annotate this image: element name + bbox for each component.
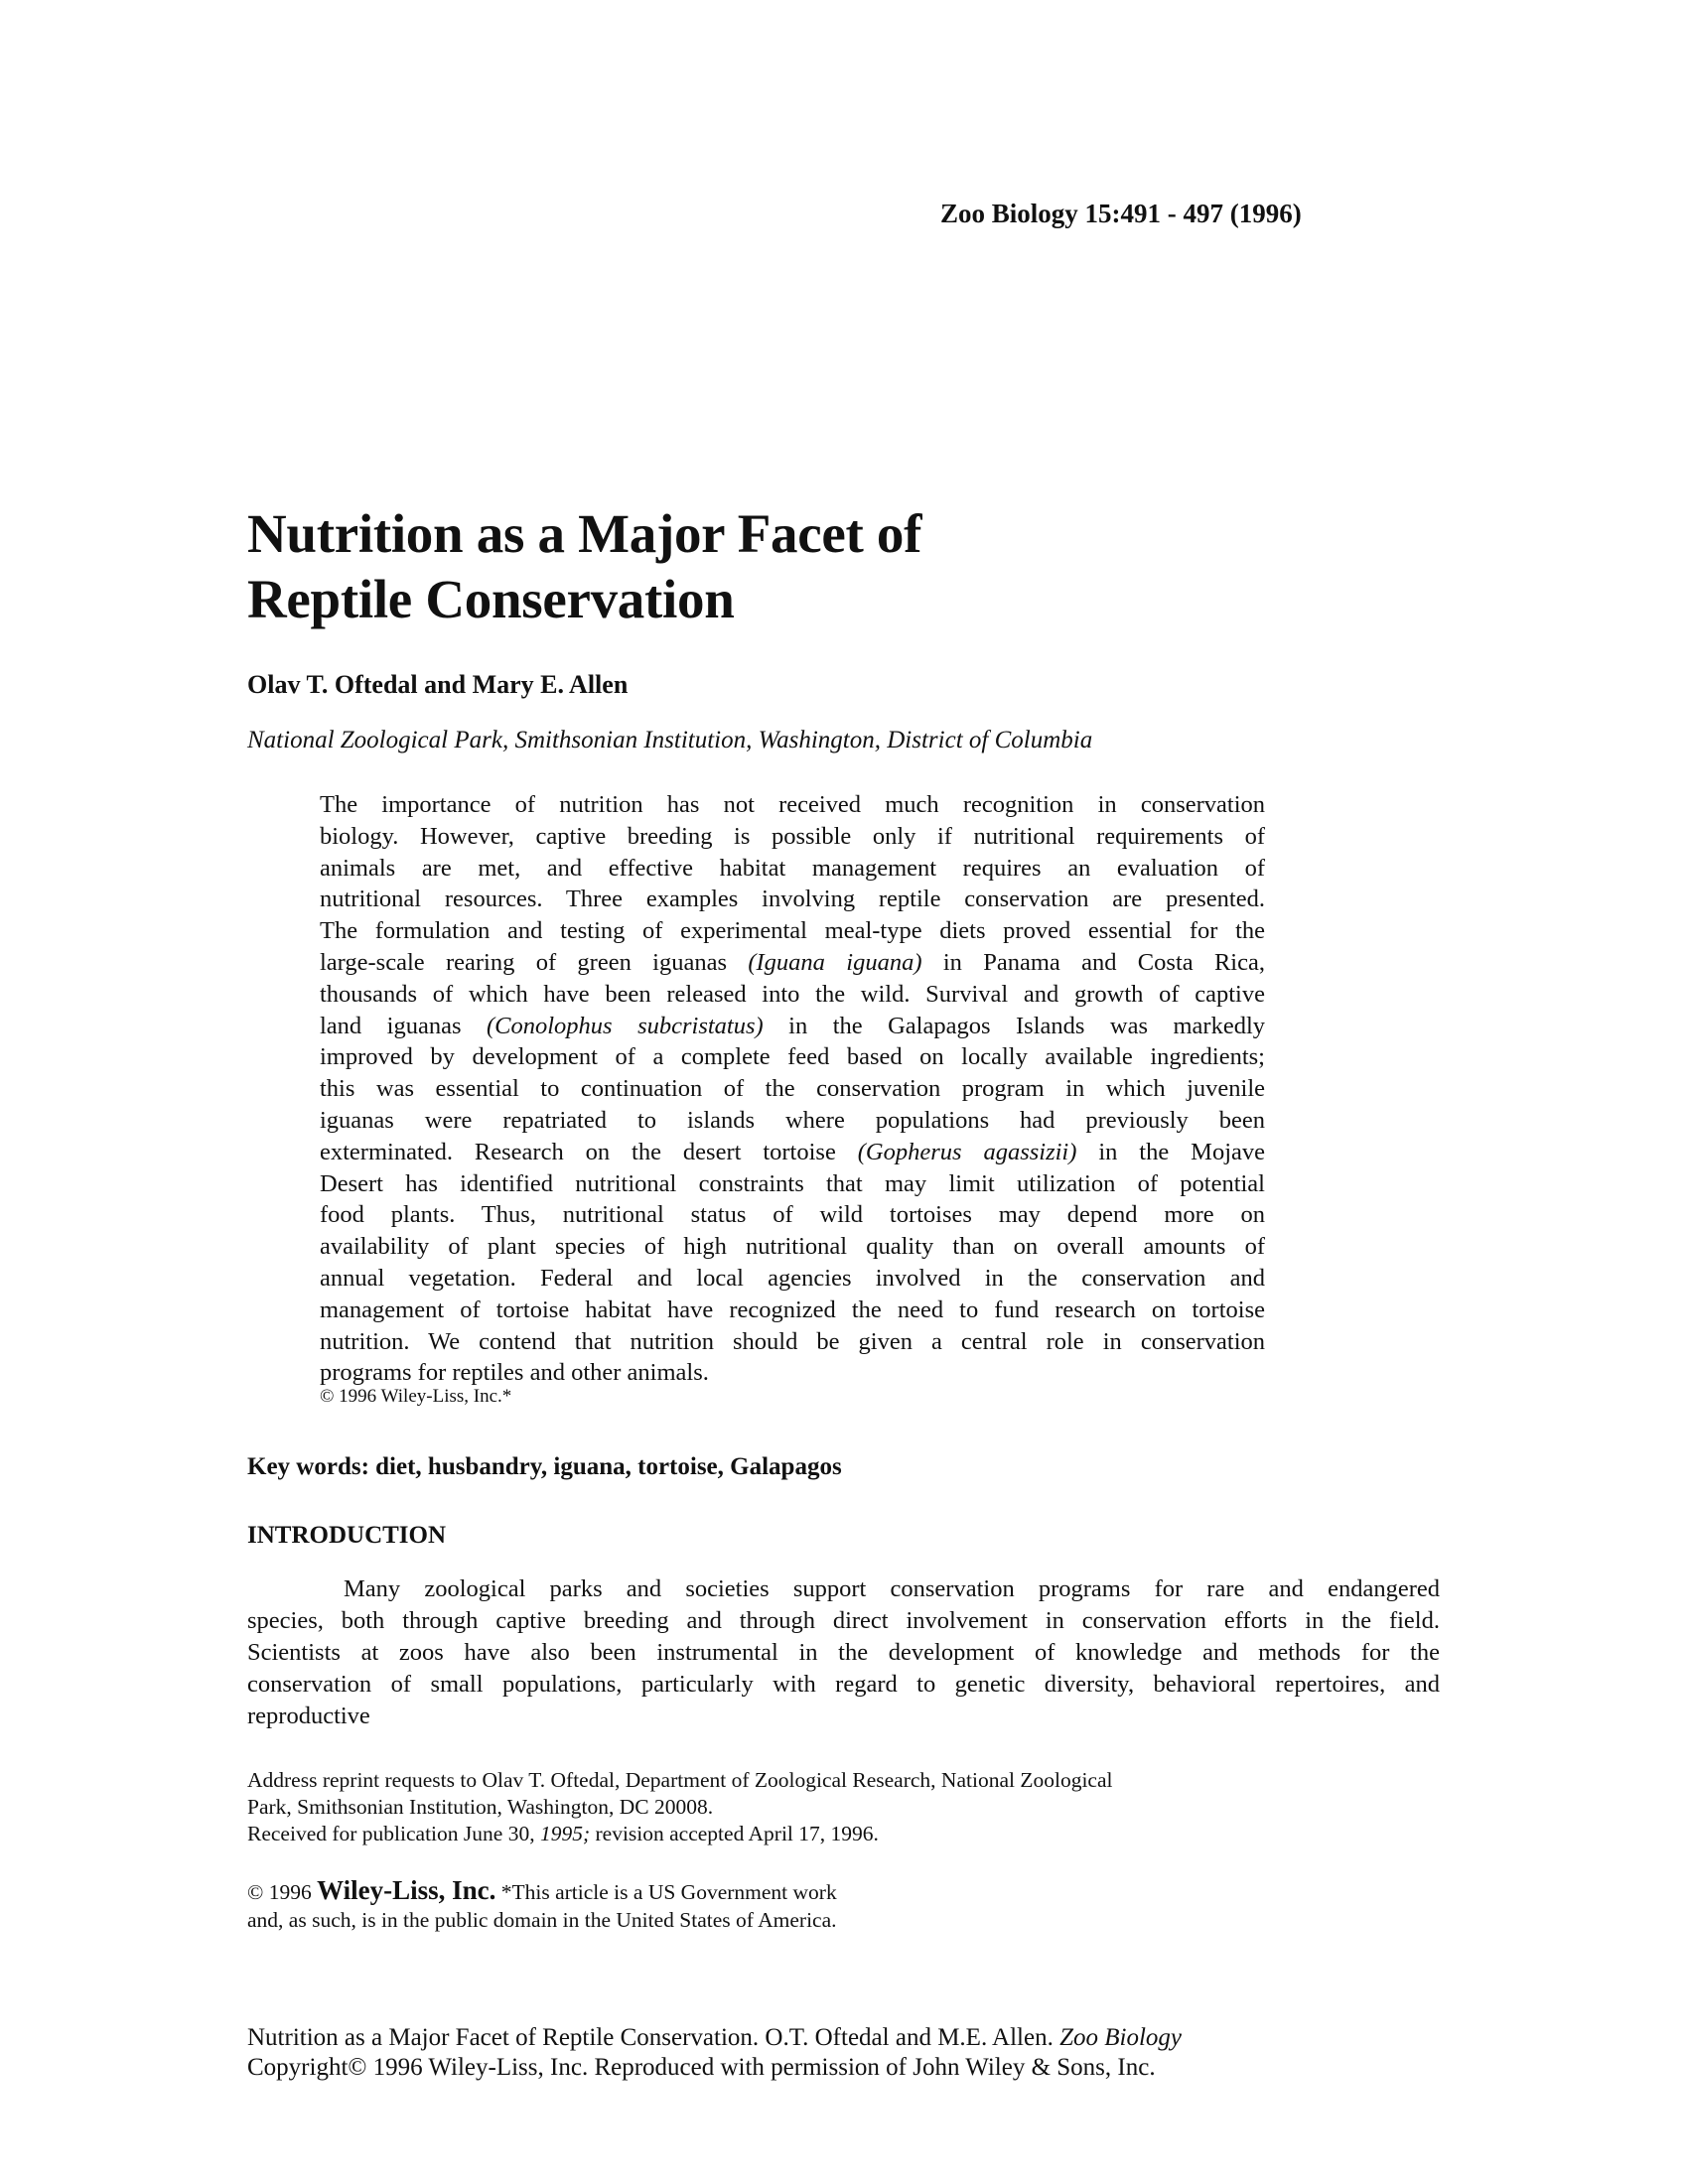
- abstract-line: [320, 821, 1265, 853]
- abstract-line: [320, 915, 1265, 947]
- footnote-address-line: Address reprint requests to Olav T. Oftedal, Department of Zoological Research, National Zoological: [247, 1768, 1113, 1792]
- citation-line-1: [247, 2023, 1182, 2053]
- abstract-text: availability of plant species of high nutritional quality than on overall amounts of: [320, 1233, 1265, 1261]
- abstract-line: [320, 853, 1265, 885]
- abstract-line: [320, 1073, 1265, 1105]
- intro-line: Many zoological parks and societies support conservation programs for rare and endangered: [344, 1575, 1440, 1602]
- journal-reference: Zoo Biology 15:491 - 497 (1996): [940, 199, 1302, 228]
- abstract-line: [320, 1105, 1265, 1137]
- abstract-line: [320, 1041, 1265, 1073]
- revision-text: revision accepted April 17, 1996.: [590, 1822, 879, 1845]
- keywords: Key words: diet, husbandry, iguana, tortoise, Galapagos: [247, 1453, 842, 1480]
- copyright-line-2: and, as such, is in the public domain in the United States of America.: [247, 1908, 837, 1932]
- government-work-note: *This article is a US Government work: [495, 1880, 837, 1904]
- abstract-text: iguanas were repatriated to islands where populations had previously been: [320, 1106, 1265, 1134]
- abstract-line: [320, 979, 1265, 1011]
- abstract-text: management of tortoise habitat have recognized the need to fund research on tortoise: [320, 1296, 1265, 1323]
- article-title-line-1: Nutrition as a Major Facet of: [247, 503, 922, 564]
- abstract-text: nutritional resources. Three examples involving reptile conservation are presented.: [320, 886, 1265, 913]
- abstract-text: The formulation and testing of experimental meal-type diets proved essential for the: [320, 917, 1265, 945]
- intro-line: reproductive: [247, 1703, 370, 1729]
- abstract-text: this was essential to continuation of the conservation program in which juvenile: [320, 1075, 1265, 1103]
- abstract-text: Desert has identified nutritional constraints that may limit utilization of potential: [320, 1169, 1265, 1197]
- article-title: [247, 501, 921, 632]
- authors: Olav T. Oftedal and Mary E. Allen: [247, 670, 629, 699]
- abstract-text: food plants. Thus, nutritional status of wild tortoises may depend more on: [320, 1201, 1265, 1229]
- abstract-line: [320, 1199, 1265, 1231]
- abstract-line: [320, 1326, 1265, 1358]
- article-title-line-2: Reptile Conservation: [247, 569, 735, 629]
- abstract-text: in the Galapagos Islands was markedly: [763, 1012, 1265, 1039]
- copyright-notice: [247, 1876, 837, 1934]
- affiliation: National Zoological Park, Smithsonian Institution, Washington, District of Columbia: [247, 727, 1093, 753]
- species-name: (Gopherus agassizii): [857, 1138, 1077, 1165]
- copyright-line-1: [247, 1876, 837, 1906]
- abstract-copyright: © 1996 Wiley-Liss, Inc.*: [320, 1386, 512, 1407]
- abstract-text: programs for reptiles and other animals.: [320, 1359, 709, 1387]
- citation-journal: Zoo Biology: [1059, 2024, 1183, 2051]
- abstract-text: large-scale rearing of green iguanas: [320, 948, 749, 976]
- abstract-line: [320, 1011, 1265, 1042]
- introduction-paragraph: [247, 1573, 1440, 1732]
- received-text: Received for publication June 30,: [247, 1822, 540, 1845]
- abstract-line: [320, 1168, 1265, 1200]
- abstract-line: [320, 1295, 1265, 1326]
- abstract-line: [320, 1357, 1265, 1389]
- species-name: (Conolophus subcristatus): [487, 1012, 764, 1039]
- abstract-text: nutrition. We contend that nutrition should be given a central role in conservation: [320, 1327, 1265, 1355]
- intro-line: Scientists at zoos have also been instrumental in the development of knowledge and methods for the: [247, 1639, 1440, 1666]
- abstract-line: [320, 947, 1265, 979]
- publisher-name: Wiley-Liss, Inc.: [317, 1875, 496, 1905]
- abstract-text: exterminated. Research on the desert tortoise: [320, 1138, 858, 1165]
- copyright-prefix: © 1996: [247, 1880, 318, 1904]
- abstract-text: improved by development of a complete feed based on locally available ingredients;: [320, 1043, 1265, 1071]
- abstract-line: [320, 1137, 1265, 1168]
- abstract: [320, 789, 1265, 1389]
- species-name: (Iguana iguana): [748, 948, 922, 976]
- abstract-line: [320, 884, 1265, 915]
- abstract-text: annual vegetation. Federal and local agencies involved in the conservation and: [320, 1264, 1265, 1292]
- abstract-line: [320, 1231, 1265, 1263]
- abstract-text: The importance of nutrition has not received much recognition in conservation: [320, 791, 1265, 818]
- footnote-address-line: Park, Smithsonian Institution, Washington, DC 20008.: [247, 1795, 714, 1819]
- abstract-text: land iguanas: [320, 1012, 487, 1039]
- abstract-text: biology. However, captive breeding is possible only if nutritional requirements of: [320, 822, 1265, 850]
- abstract-text: animals are met, and effective habitat management requires an evaluation of: [320, 854, 1265, 882]
- abstract-line: [320, 1263, 1265, 1295]
- abstract-text: thousands of which have been released into the wild. Survival and growth of captive: [320, 980, 1265, 1008]
- intro-line: conservation of small populations, particularly with regard to genetic diversity, behavioral repertoires, and: [247, 1671, 1440, 1698]
- reprint-footnote: [247, 1767, 1112, 1847]
- received-year: 1995;: [539, 1822, 591, 1845]
- footnote-received-line: [247, 1821, 1112, 1847]
- citation-line-2: Copyright© 1996 Wiley-Liss, Inc. Reproduced with permission of John Wiley & Sons, Inc.: [247, 2054, 1156, 2081]
- section-heading-introduction: INTRODUCTION: [247, 1522, 447, 1549]
- abstract-text: in the Mojave: [1076, 1138, 1265, 1165]
- intro-line: species, both through captive breeding and through direct involvement in conservation efforts in the field.: [247, 1607, 1440, 1634]
- citation-footer: [247, 2023, 1182, 2083]
- citation-text: Nutrition as a Major Facet of Reptile Conservation. O.T. Oftedal and M.E. Allen.: [247, 2024, 1060, 2051]
- abstract-line: [320, 789, 1265, 821]
- abstract-text: in Panama and Costa Rica,: [921, 948, 1265, 976]
